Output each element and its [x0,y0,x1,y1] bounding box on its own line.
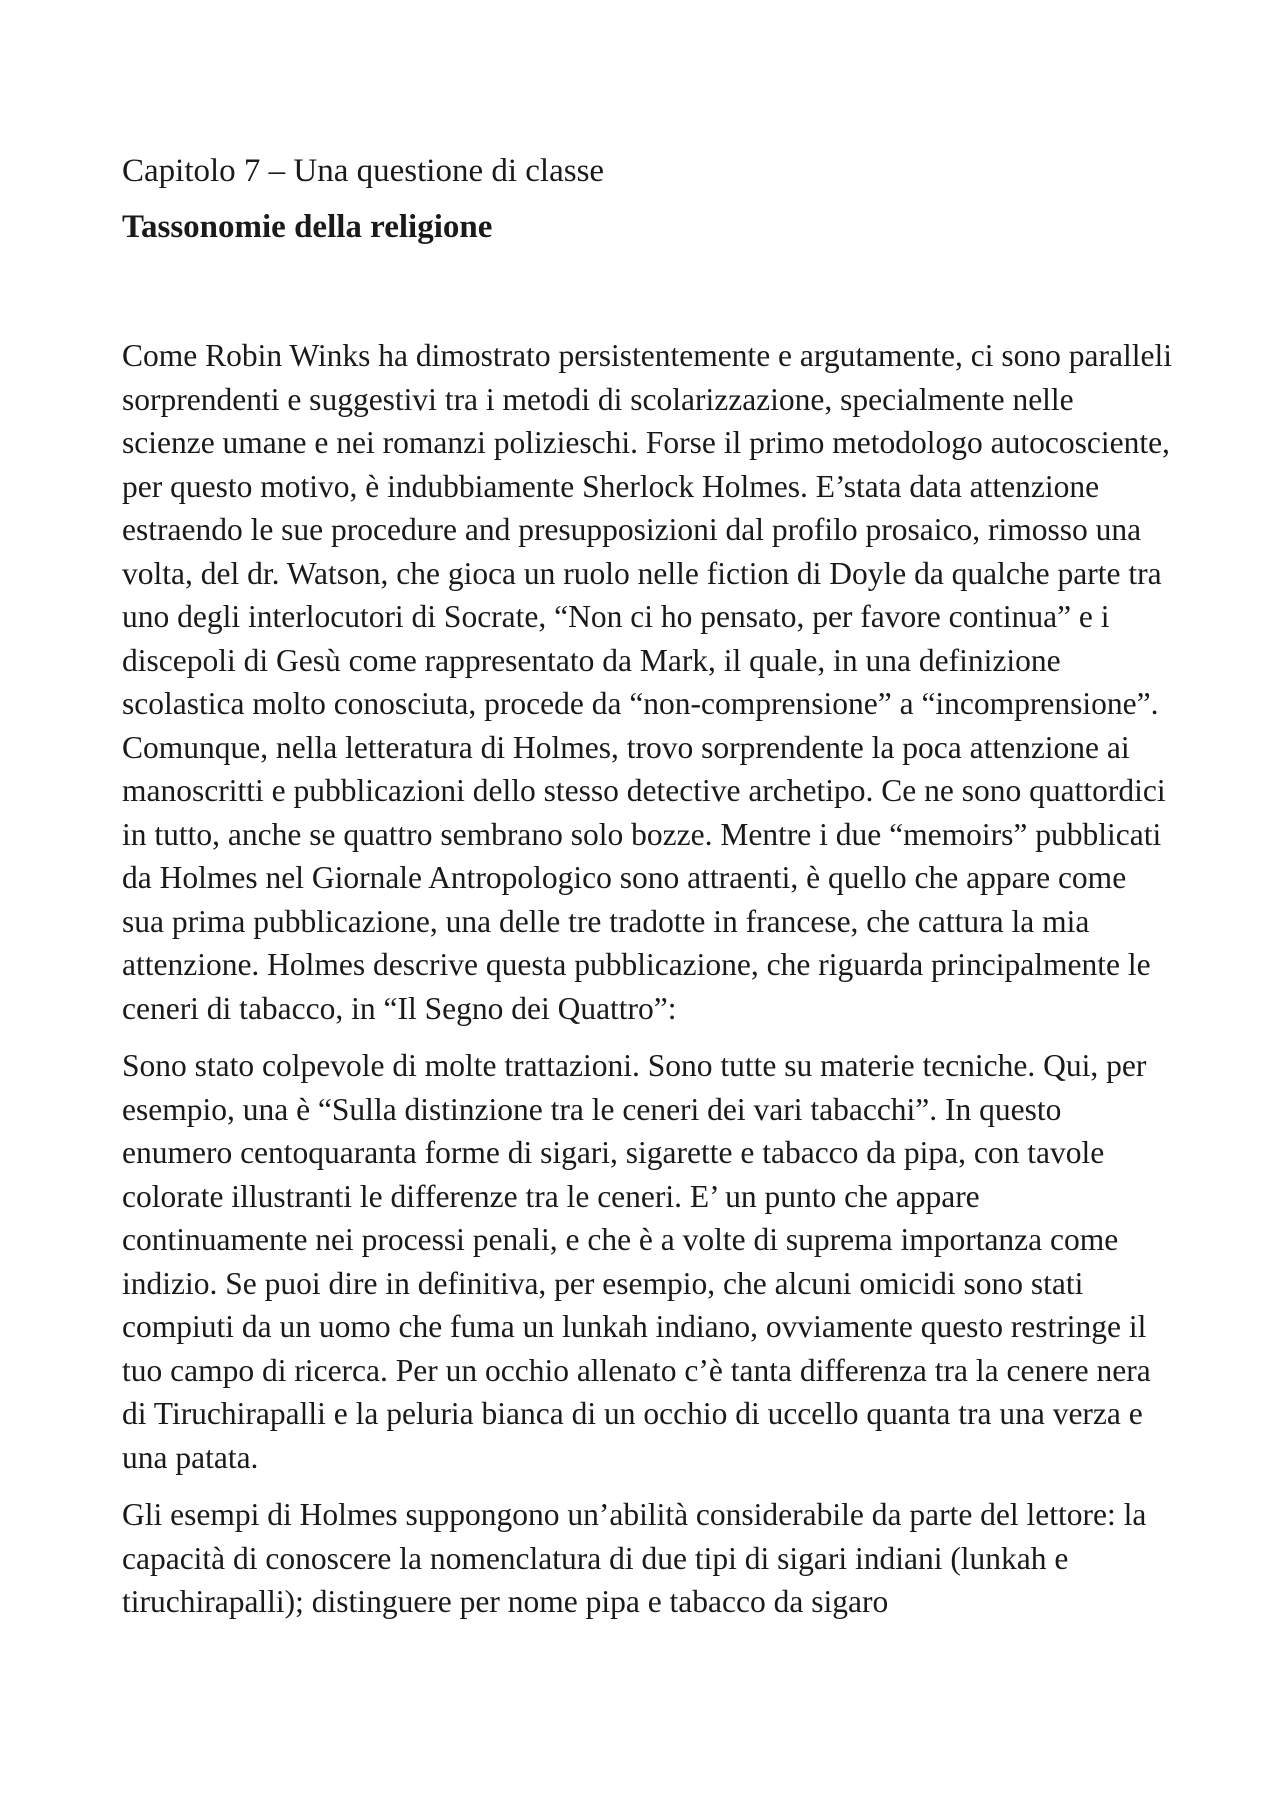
paragraph-intro: Come Robin Winks ha dimostrato persistentemente e argutamente, ci sono paralleli sorprendenti e suggestivi tra i metodi di scolarizzazione, specialmente nelle scienze umane e nei romanzi polizieschi. Forse il primo metodologo autocosciente, per questo motivo, è indubbiamente Sherlock Holmes. E’stata data attenzione estraendo le sue procedure and presupposizioni dal profilo prosaico, rimosso una volta, del dr. Watson, che gioca un ruolo nelle fiction di Doyle da qualche parte tra uno degli interlocutori di Socrate, “Non ci ho pensato, per favore continua” e i discepoli di Gesù come rappresentato da Mark, il quale, in una definizione scolastica molto conosciuta, procede da “non-comprensione” a “incomprensione”. Comunque, nella letteratura di Holmes, trovo sorprendente la poca attenzione ai manoscritti e pubblicazioni dello stesso detective archetipo. Ce ne sono quattordici in tutto, anche se quattro sembrano solo bozze. Mentre i due “memoirs” pubblicati da Holmes nel Giornale Antropologico sono attraenti, è quello che appare come sua prima pubblicazione, una delle tre tradotte in francese, che cattura la mia attenzione. Holmes descrive questa pubblicazione, che riguarda principalmente le ceneri di tabacco, in “Il Segno dei Quattro”: [122,338,1172,1026]
paragraph-quote: Sono stato colpevole di molte trattazioni. Sono tutte su materie tecniche. Qui, per esempio, una è “Sulla distinzione tra le ceneri dei vari tabacchi”. In questo enumero centoquaranta forme di sigari, sigarette e tabacco da pipa, con tavole colorate illustranti le differenze tra le ceneri. E’ un punto che appare continuamente nei processi penali, e che è a volte di suprema importanza come indizio. Se puoi dire in definitiva, per esempio, che alcuni omicidi sono stati compiuti da un uomo che fuma un lunkah indiano, ovviamente questo restringe il tuo campo di ricerca. Per un occhio allenato c’è tanta differenza tra la cenere nera di Tiruchirapalli e la peluria bianca di un occhio di uccello quanta tra una verza e una patata. [122,1048,1151,1475]
document-page [122,150,1172,1638]
chapter-title: Capitolo 7 – Una questione di classe [122,153,605,189]
paragraph-analysis: Gli esempi di Holmes suppongono un’abilità considerabile da parte del lettore: la capacità di conoscere la nomenclatura di due tipi di sigari indiani (lunkah e tiruchirapalli); distinguere per nome pipa e tabacco da sigaro [122,1497,1147,1619]
section-title: Tassonomie della religione [122,209,493,245]
body-text [122,334,1172,1624]
